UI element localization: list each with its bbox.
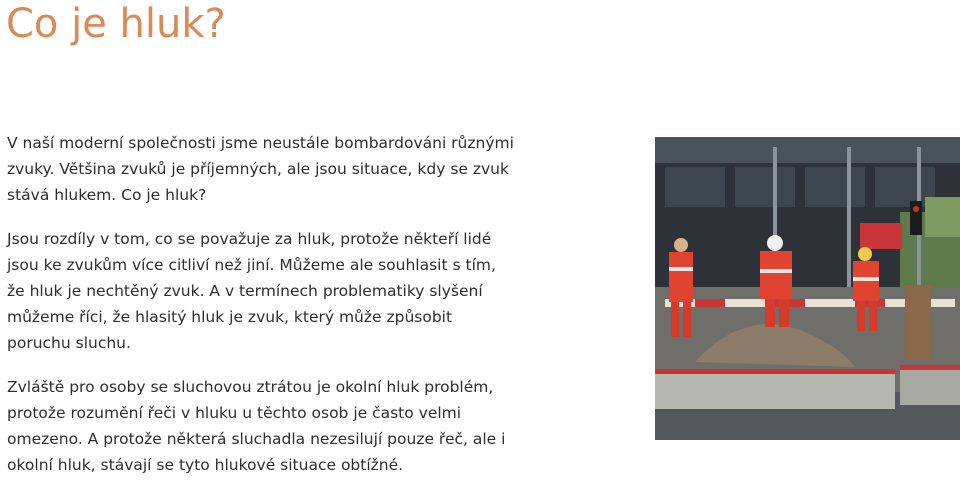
text-line: protože rozumění řeči v hluku u těchto osob je často velmi <box>7 404 462 422</box>
text-line: jsou ke zvukům více citliví než jiní. Můžeme ale souhlasit s tím, <box>7 256 496 274</box>
text-line: Zvláště pro osoby se sluchovou ztrátou je okolní hluk problém, <box>7 378 494 396</box>
train-window <box>805 167 865 207</box>
photo-illustration <box>655 137 960 440</box>
train-window <box>735 167 795 207</box>
barrier-stripe <box>695 299 725 307</box>
paragraph-hearing-loss <box>7 374 607 478</box>
paragraph-definition <box>7 226 607 356</box>
text-line: že hluk je nechtěný zvuk. A v termínech problematiky slyšení <box>7 282 483 300</box>
text-line: zvuky. Většina zvuků je příjemných, ale jsou situace, kdy se zvuk <box>7 160 509 178</box>
construction-workers-photo <box>655 137 960 440</box>
text-line: můžeme říci, že hlasitý hluk je zvuk, který může způsobit <box>7 308 453 326</box>
text-line: V naší moderní společnosti jsme neustále bombardováni různými <box>7 134 514 152</box>
train-roof <box>655 137 960 163</box>
text-line: poruchu sluchu. <box>7 334 131 352</box>
barrier-stripe <box>655 369 895 374</box>
paragraph-intro <box>7 130 607 208</box>
trees <box>925 197 960 237</box>
page-title: Co je hluk? <box>6 1 226 47</box>
sign <box>860 223 902 249</box>
body-text <box>7 130 607 496</box>
barrier-stripe <box>900 365 960 370</box>
text-line: okolní hluk, stávají se tyto hlukové situace obtížné. <box>7 456 404 474</box>
concrete-barrier <box>655 369 895 409</box>
train-window <box>665 167 725 207</box>
text-line: stává hlukem. Co je hluk? <box>7 186 207 204</box>
wooden-post <box>905 285 931 360</box>
concrete-barrier <box>900 365 960 405</box>
text-line: omezeno. A protože některá sluchadla nezesilují pouze řeč, ale i <box>7 430 506 448</box>
text-line: Jsou rozdíly v tom, co se považuje za hluk, protože někteří lidé <box>7 230 492 248</box>
traffic-light-lamp <box>913 206 919 212</box>
